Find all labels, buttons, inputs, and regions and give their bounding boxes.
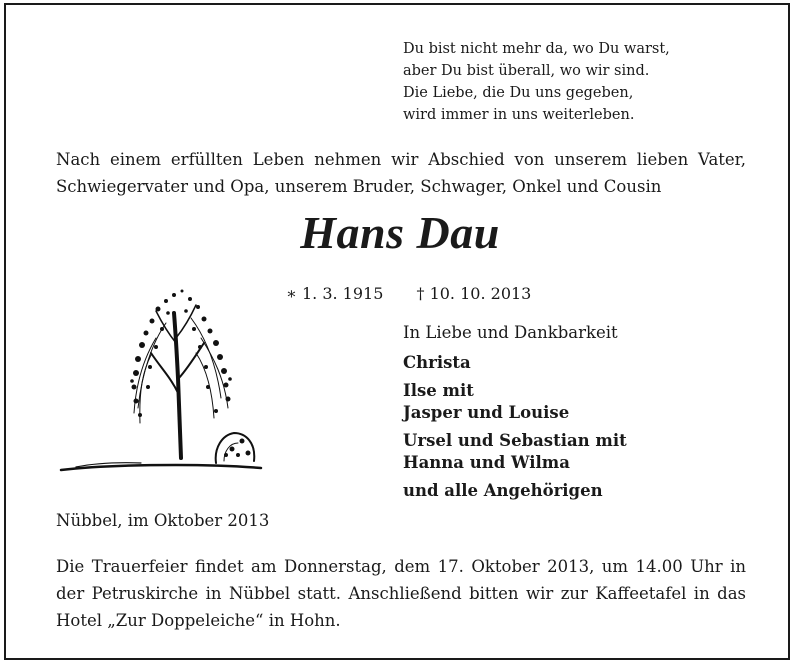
service-line: Die Trauerfeier findet am Donnerstag, dem 17. Oktober 2013, um 14.00 Uhr in der xyxy=(56,557,746,603)
death-date: † 10. 10. 2013 xyxy=(416,284,532,303)
mourners-block xyxy=(403,322,627,502)
intro-text xyxy=(56,146,746,200)
intro-line: Nach einem erfüllten Leben nehmen wir Abschied von unserem lieben Vater, xyxy=(56,150,746,169)
funeral-service-text xyxy=(56,553,746,634)
mourner-name: und alle Angehörigen xyxy=(403,481,603,500)
birth-date: ∗ 1. 3. 1915 xyxy=(286,284,384,303)
mourner-name: Hanna und Wilma xyxy=(403,453,570,472)
poem-line: aber Du bist überall, wo wir sind. xyxy=(403,63,650,79)
mourners-heading: In Liebe und Dankbarkeit xyxy=(403,323,618,342)
place-date: Nübbel, im Oktober 2013 xyxy=(56,511,270,530)
poem-line: Die Liebe, die Du uns gegeben, xyxy=(403,85,634,101)
service-line: „Zur Doppeleiche“ in Hohn. xyxy=(107,611,341,630)
service-line: Petruskirche in Nübbel statt. Anschließend bitten wir zur Kaffeetafel in das Hotel xyxy=(56,584,746,630)
intro-line: Schwiegervater und Opa, unserem Bruder, Schwager, Onkel und Cousin xyxy=(56,177,662,196)
poem-line: wird immer in uns weiterleben. xyxy=(403,107,635,123)
mourner-name: Christa xyxy=(403,353,471,372)
mourner-name: Jasper und Louise xyxy=(403,403,570,422)
life-dates xyxy=(286,284,559,303)
mourner-name: Ursel und Sebastian mit xyxy=(403,431,627,450)
deceased-name: Hans Dau xyxy=(300,207,500,258)
mourner-name: Ilse mit xyxy=(403,381,474,400)
poem-line: Du bist nicht mehr da, wo Du warst, xyxy=(403,41,670,57)
birch-tree-icon xyxy=(56,283,266,478)
memorial-poem xyxy=(403,38,670,126)
